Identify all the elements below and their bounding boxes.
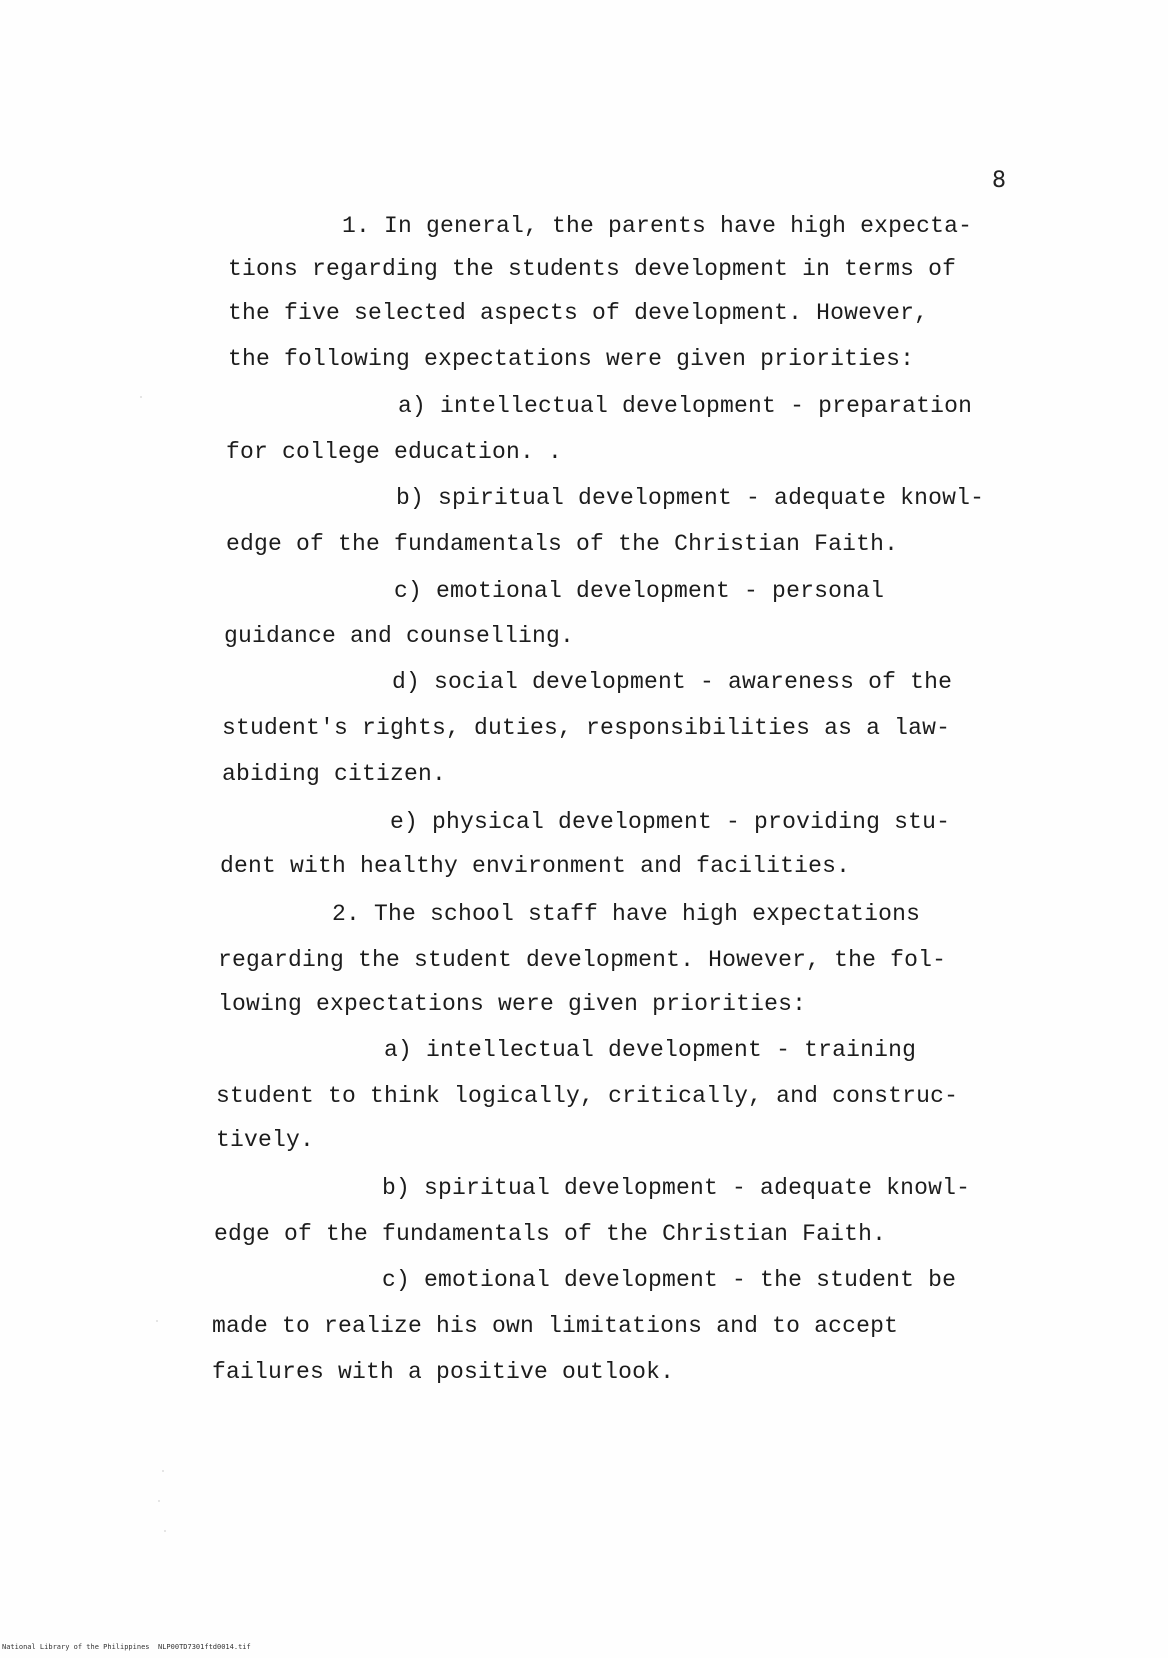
text-line: edge of the fundamentals of the Christian Faith.: [214, 1221, 887, 1247]
text-line: dent with healthy environment and facilities.: [220, 853, 851, 879]
text-line: tively.: [216, 1127, 315, 1153]
text-line: e) physical development - providing stu-: [390, 809, 951, 835]
scan-speck: [158, 1500, 160, 1502]
text-line: lowing expectations were given priorities:: [218, 991, 807, 1017]
text-line: 1. In general, the parents have high expecta-: [342, 213, 973, 239]
text-line: c) emotional development - the student be: [382, 1267, 957, 1293]
text-line: failures with a positive outlook.: [212, 1359, 675, 1385]
text-line: a) intellectual development - preparation: [398, 393, 973, 419]
text-line: edge of the fundamentals of the Christian Faith.: [226, 531, 899, 557]
text-line: c) emotional development - personal: [394, 578, 885, 604]
text-line: student to think logically, critically, and construc-: [216, 1083, 959, 1109]
text-line: a) intellectual development - training: [384, 1037, 917, 1063]
text-line: regarding the student development. However, the fol-: [218, 947, 947, 973]
text-line: abiding citizen.: [222, 761, 447, 787]
text-line: tions regarding the students development in terms of: [228, 256, 957, 282]
text-line: d) social development - awareness of the: [392, 669, 953, 695]
scan-speck: [140, 396, 142, 398]
text-line: 2. The school staff have high expectations: [332, 901, 921, 927]
text-line: for college education. .: [226, 439, 563, 465]
page-number: 8: [992, 168, 1006, 193]
text-line: student's rights, duties, responsibilities as a law-: [222, 715, 951, 741]
text-line: the following expectations were given priorities:: [228, 346, 915, 372]
scan-speck: [156, 1320, 158, 1322]
text-line: made to realize his own limitations and to accept: [212, 1313, 899, 1339]
footer-library: National Library of the Philippines: [2, 1643, 150, 1651]
text-line: b) spiritual development - adequate knowl-: [382, 1175, 971, 1201]
scan-speck: [164, 1530, 166, 1532]
footer-file: NLP00TD7301ftd0014.tif: [158, 1643, 251, 1651]
scan-speck: [162, 1470, 164, 1472]
text-line: guidance and counselling.: [224, 623, 575, 649]
text-line: b) spiritual development - adequate knowl-: [396, 485, 985, 511]
text-line: the five selected aspects of development. However,: [228, 300, 929, 326]
